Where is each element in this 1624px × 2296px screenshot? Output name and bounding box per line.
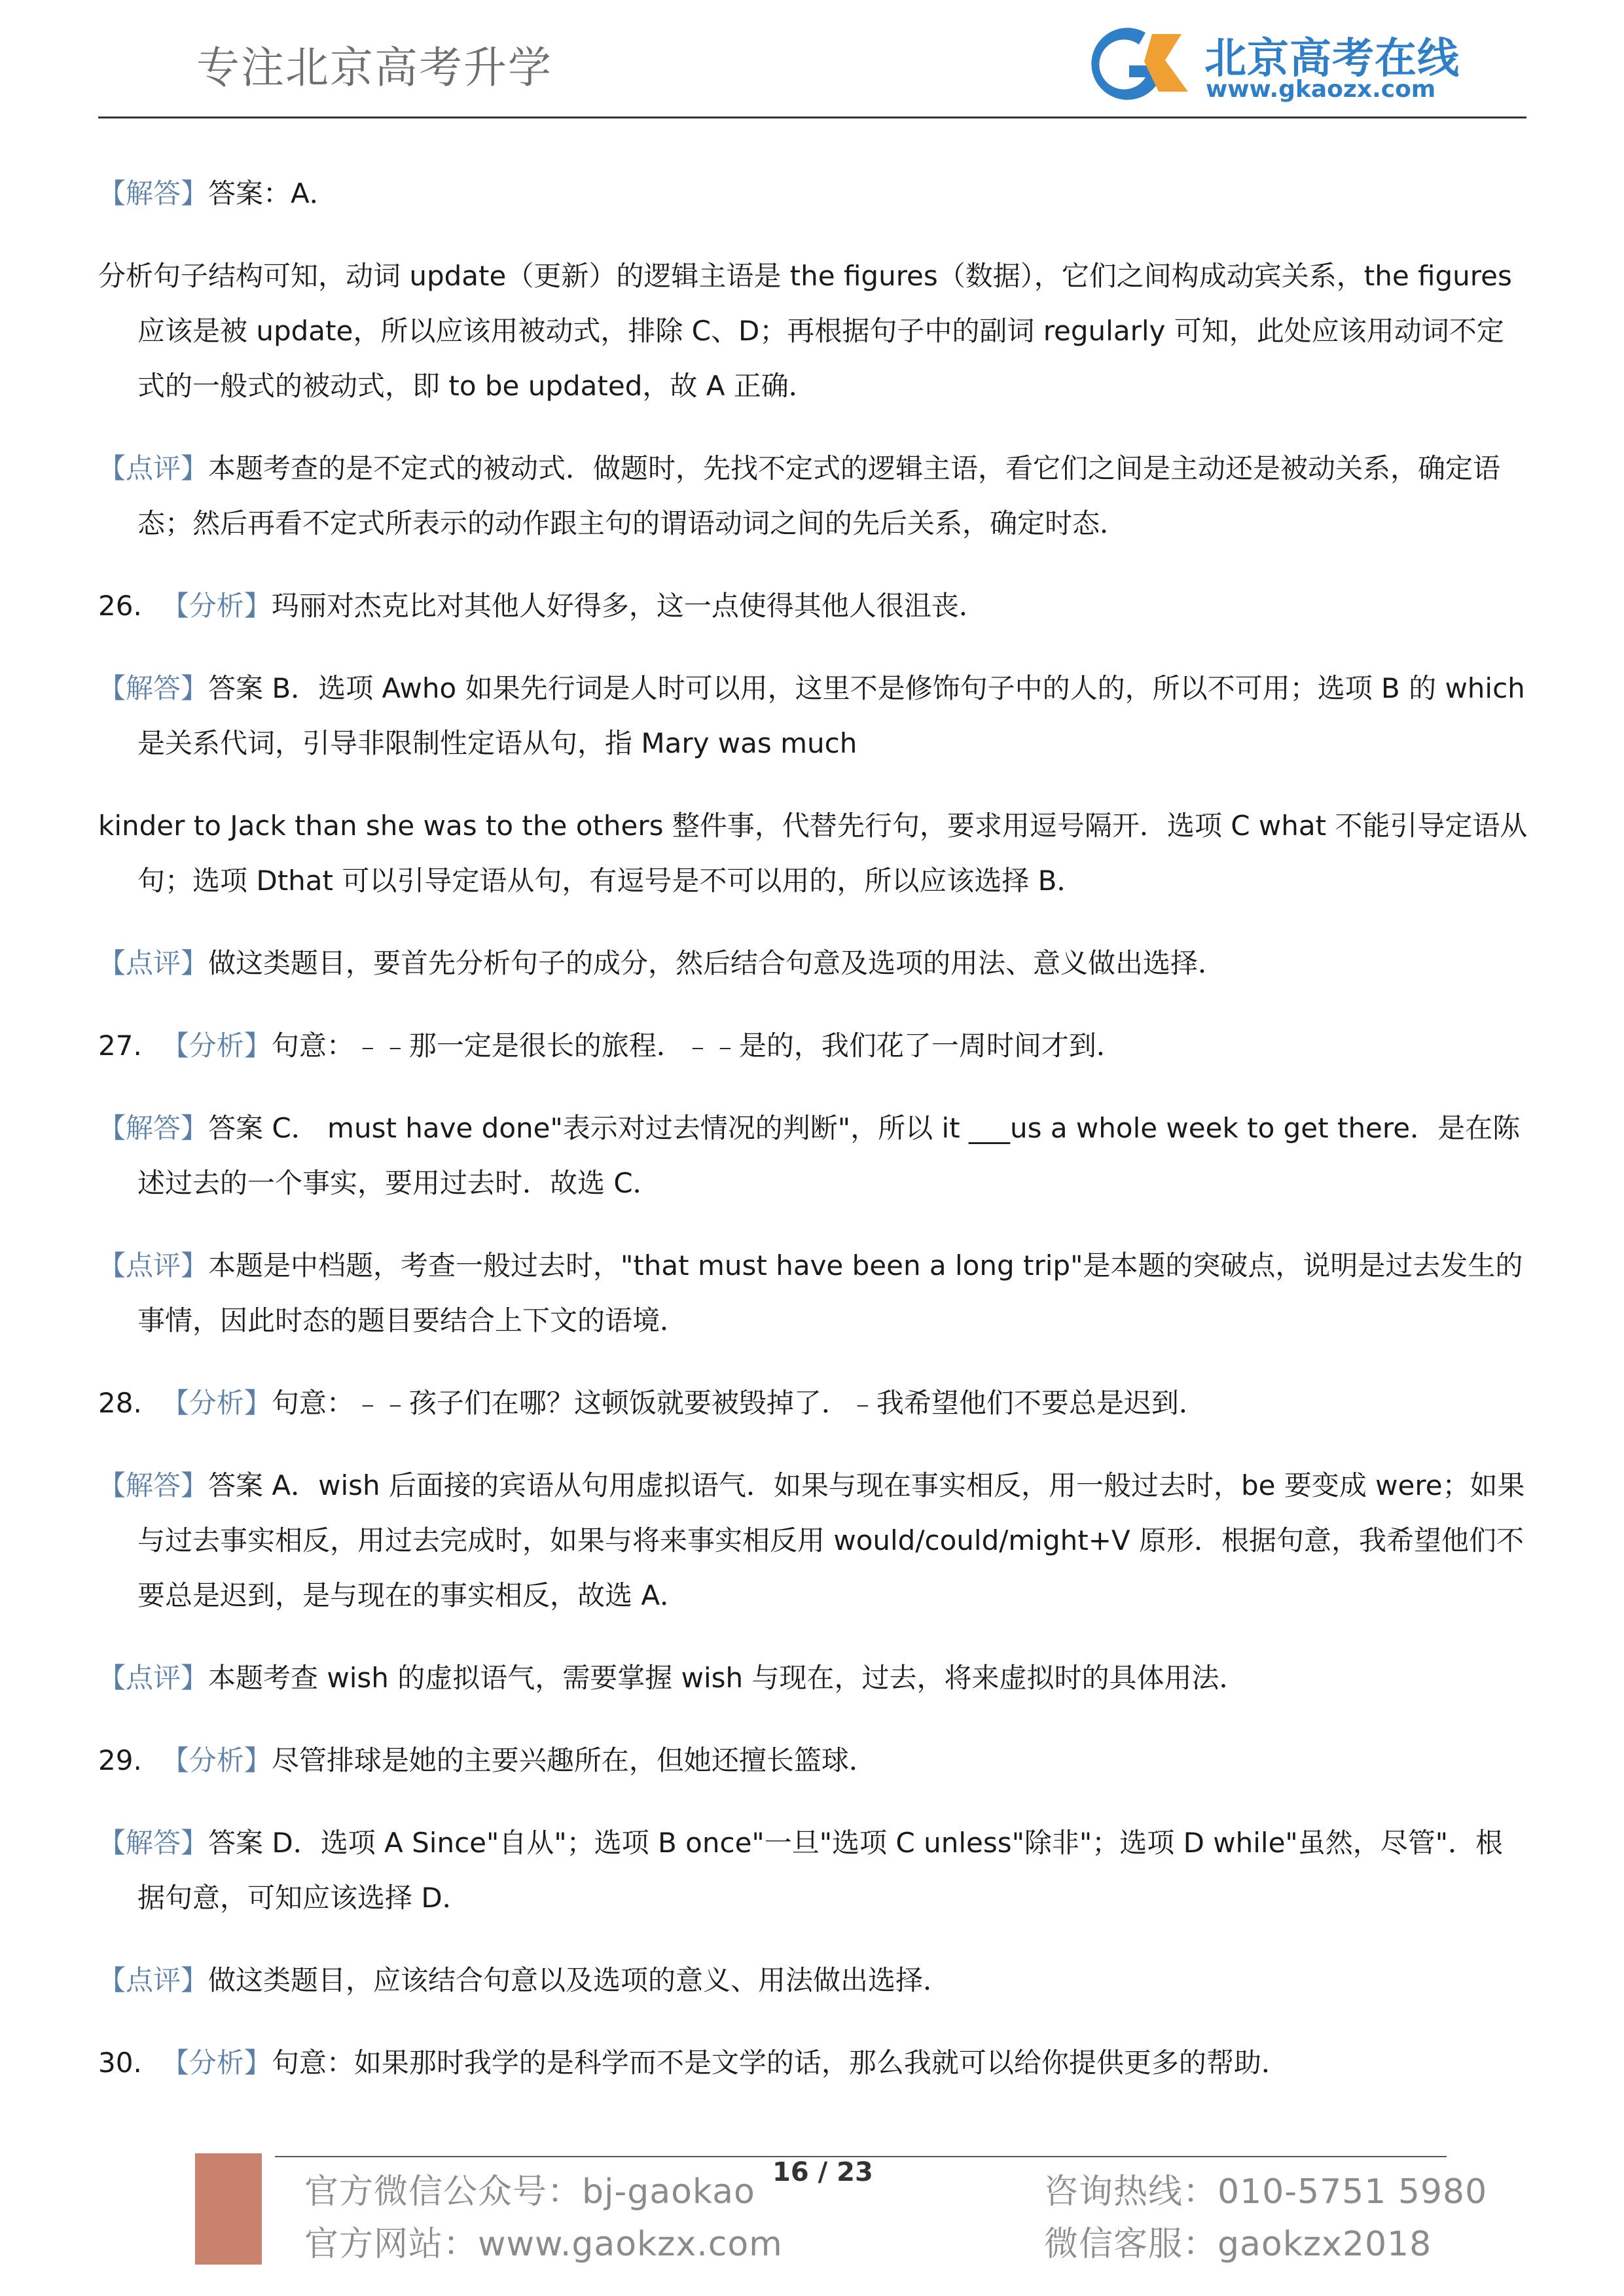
analysis-paragraph: [98, 249, 1528, 414]
question-28-answer: [98, 1458, 1528, 1623]
section-tag: 【分析】: [161, 1030, 272, 1062]
comment-paragraph: [98, 441, 1528, 551]
header-slogan: 专注北京高考升学: [196, 43, 552, 93]
question-26-analysis: [98, 579, 1528, 634]
question-27-comment: [98, 1238, 1528, 1348]
paragraph-text: 答案 C． must have done"表示对过去情况的判断"，所以 it ___us a whole week to get there．是在陈述过去的一个事实，要用过去时．故选 C．: [137, 1112, 1521, 1199]
question-number: 28.: [98, 1387, 142, 1419]
question-28-analysis: [98, 1376, 1528, 1431]
logo-title: 北京高考在线: [1204, 35, 1460, 83]
question-29-analysis: [98, 1733, 1528, 1788]
paragraph-text: 玛丽对杰克比对其他人好得多，这一点使得其他人很沮丧．: [271, 590, 986, 622]
paragraph-text: 答案 A．wish 后面接的宾语从句用虚拟语气．如果与现在事实相反，用一般过去时，be 要变成 were；如果与过去事实相反，用过去完成时，如果与将来事实相反用 would/could/might+V 原形．根据句意，我希望他们不要总是迟到，是与现在的事实相反，故选 A．: [137, 1469, 1525, 1611]
question-29-comment: [98, 1953, 1528, 2008]
section-tag: 【点评】: [98, 1964, 209, 1996]
section-tag: 【解答】: [98, 1469, 209, 1501]
paragraph-text: 本题考查的是不定式的被动式．做题时，先找不定式的逻辑主语，看它们之间是主动还是被动关系，确定语态；然后再看不定式所表示的动作跟主句的谓语动词之间的先后关系，确定时态．: [137, 452, 1501, 539]
logo-url: www.gkaozx.com: [1206, 76, 1436, 103]
section-tag: 【分析】: [161, 2047, 272, 2079]
section-tag: 【点评】: [98, 452, 209, 484]
section-tag: 【解答】: [98, 1112, 209, 1144]
question-27-answer: [98, 1101, 1528, 1211]
question-number: 27.: [98, 1030, 142, 1062]
question-number: 29.: [98, 1744, 142, 1776]
page-number: 16 / 23: [772, 2157, 873, 2187]
question-28-comment: [98, 1651, 1528, 1706]
question-26-comment: [98, 936, 1528, 991]
footer-accent-block: [195, 2153, 262, 2265]
question-29-answer: [98, 1816, 1528, 1926]
question-27-analysis: [98, 1018, 1528, 1073]
paragraph-text: 句意：﹣﹣孩子们在哪？这顿饭就要被毁掉了．﹣我希望他们不要总是迟到．: [271, 1387, 1206, 1419]
paragraph-text: 本题是中档题，考查一般过去时，"that must have been a long trip"是本题的突破点，说明是过去发生的事情，因此时态的题目要结合上下文的语境．: [137, 1249, 1523, 1336]
paragraph-text: 本题考查 wish 的虚拟语气，需要掌握 wish 与现在，过去，将来虚拟时的具体用法．: [208, 1662, 1247, 1694]
footer-wechat: 官方微信公众号：bj-gaokao: [304, 2172, 755, 2212]
footer-service: 微信客服：gaokzx2018: [1044, 2225, 1432, 2264]
question-number: 30.: [98, 2047, 142, 2079]
answer-content: [98, 139, 1528, 2118]
question-26-answer-cont: [98, 798, 1528, 908]
paragraph-text: 做这类题目，应该结合句意以及选项的意义、用法做出选择．: [208, 1964, 951, 1996]
footer-hotline: 咨询热线：010-5751 5980: [1044, 2172, 1488, 2212]
question-number: 26.: [98, 590, 142, 622]
paragraph-text: 句意：如果那时我学的是科学而不是文学的话，那么我就可以给你提供更多的帮助．: [271, 2047, 1289, 2079]
section-tag: 【分析】: [161, 1387, 272, 1419]
section-tag: 【解答】: [98, 672, 209, 704]
paragraph-text: 答案 D．选项 A Since"自从"；选项 B once"一旦"选项 C unless"除非"；选项 D while"虽然，尽管"．根据句意，可知应该选择 D．: [137, 1827, 1504, 1914]
section-tag: 【解答】: [98, 1827, 209, 1859]
section-tag: 【分析】: [161, 590, 272, 622]
paragraph-text: 答案 B．选项 Awho 如果先行词是人时可以用，这里不是修饰句子中的人的，所以不可用；选项 B 的 which 是关系代词，引导非限制性定语从句，指 Mary was much: [137, 672, 1525, 759]
section-tag: 【点评】: [98, 947, 209, 979]
paragraph-text: 句意：﹣﹣那一定是很长的旅程．﹣﹣是的，我们花了一周时间才到．: [271, 1030, 1124, 1062]
paragraph-text: 答案：A．: [208, 177, 337, 209]
question-30-analysis: [98, 2036, 1528, 2090]
section-tag: 【点评】: [98, 1249, 209, 1282]
answer-paragraph: [98, 166, 1528, 221]
section-tag: 【分析】: [161, 1744, 272, 1776]
section-tag: 【点评】: [98, 1662, 209, 1694]
paragraph-text: 尽管排球是她的主要兴趣所在，但她还擅长篮球．: [271, 1744, 876, 1776]
question-26-answer: [98, 661, 1528, 771]
footer-website: 官方网站：www.gaokzx.com: [304, 2225, 783, 2264]
paragraph-text: 做这类题目，要首先分析句子的成分，然后结合句意及选项的用法、意义做出选择．: [208, 947, 1226, 979]
gk-logo-icon: [1067, 20, 1198, 105]
paragraph-text: 分析句子结构可知，动词 update（更新）的逻辑主语是 the figures（数据），它们之间构成动宾关系，the figures 应该是被 update，所以应该用被动式，排除 C、D；再根据句子中的副词 regularly 可知，此处应该用动词不定式的一般式的被动式，即 to be updated，故 A 正确．: [98, 260, 1512, 402]
section-tag: 【解答】: [98, 177, 209, 209]
paragraph-text: kinder to Jack than she was to the others 整件事，代替先行句，要求用逗号隔开．选项 C what 不能引导定语从句；选项 Dthat 可以引导定语从句，有逗号是不可以用的，所以应该选择 B．: [98, 810, 1528, 897]
logo: [1067, 20, 1460, 111]
header-divider: [98, 117, 1526, 118]
